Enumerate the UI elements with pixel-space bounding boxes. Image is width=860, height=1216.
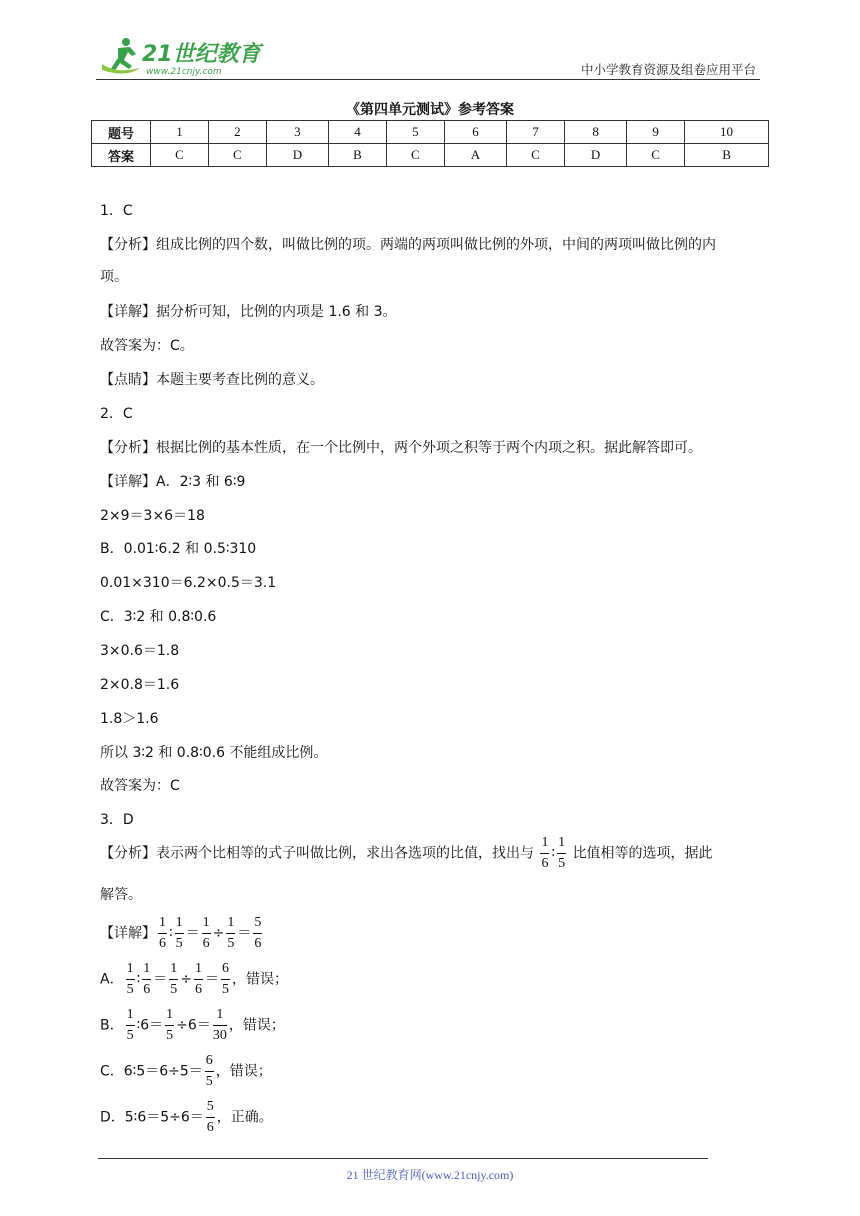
q3-option-c bbox=[100, 1054, 272, 1089]
q2-calc-a: 2×9＝3×6＝18 bbox=[100, 508, 205, 524]
fraction-numerator: 1 bbox=[142, 962, 151, 980]
fraction-denominator: 30 bbox=[212, 1028, 227, 1043]
table-cell: B bbox=[685, 144, 769, 167]
table-cell: 2 bbox=[208, 121, 266, 144]
table-cell: 1 bbox=[151, 121, 209, 144]
page-header bbox=[96, 34, 760, 78]
fraction-denominator: 5 bbox=[227, 936, 235, 951]
divide-symbol: ÷ bbox=[176, 1017, 188, 1034]
fraction bbox=[221, 962, 230, 997]
fraction-denominator: 5 bbox=[126, 1028, 134, 1043]
table-cell: 9 bbox=[627, 121, 685, 144]
q2-heading: 2．C bbox=[100, 406, 133, 422]
q1-detail: 【详解】据分析可知，比例的内项是 1.6 和 3。 bbox=[100, 304, 397, 320]
fraction bbox=[557, 836, 566, 871]
fraction-numerator: 1 bbox=[194, 962, 203, 980]
q3-option-a bbox=[100, 962, 288, 997]
fraction-denominator: 6 bbox=[202, 936, 210, 951]
fraction-numerator: 1 bbox=[169, 962, 178, 980]
ratio-expression: ∶6＝ bbox=[136, 1017, 164, 1034]
footer-link[interactable]: 21 世纪教育网(www.21cnjy.com) bbox=[346, 1168, 514, 1182]
fraction bbox=[158, 916, 167, 951]
table-cell: C bbox=[208, 144, 266, 167]
fraction-numerator: 6 bbox=[205, 1054, 214, 1072]
q3-analysis-line1 bbox=[100, 836, 713, 871]
option-label: D．5∶6＝5÷6＝ bbox=[100, 1109, 204, 1126]
page-title: 《第四单元测试》参考答案 bbox=[346, 102, 514, 118]
fraction bbox=[169, 962, 178, 997]
q2-conclusion: 所以 3∶2 和 0.8∶0.6 不能组成比例。 bbox=[100, 745, 328, 761]
fraction-numerator: 1 bbox=[540, 836, 549, 854]
table-cell: C bbox=[507, 144, 565, 167]
equals-symbol: ＝ bbox=[204, 971, 219, 988]
equals-symbol: ＝ bbox=[185, 925, 200, 942]
fraction-numerator: 1 bbox=[158, 916, 167, 934]
q2-calc-b: 0.01×310＝6.2×0.5＝3.1 bbox=[100, 575, 277, 591]
fraction-numerator: 6 bbox=[221, 962, 230, 980]
q3-analysis-line2: 解答。 bbox=[100, 887, 142, 903]
table-cell: 4 bbox=[329, 121, 387, 144]
fraction-denominator: 6 bbox=[206, 1120, 214, 1135]
option-label: A． bbox=[100, 971, 124, 988]
q3-detail-label: 【详解】 bbox=[100, 925, 156, 942]
fraction-denominator: 5 bbox=[170, 982, 178, 997]
table-row bbox=[92, 144, 769, 167]
fraction-numerator: 1 bbox=[175, 916, 184, 934]
q3-analysis-text-a: 【分析】表示两个比相等的式子叫做比例，求出各选项的比值，找出与 bbox=[100, 845, 534, 862]
runner-icon bbox=[102, 38, 140, 74]
table-cell: 7 bbox=[507, 121, 565, 144]
q3-detail bbox=[100, 916, 264, 951]
fraction bbox=[126, 962, 135, 997]
option-verdict: ，错误； bbox=[215, 1063, 272, 1080]
q1-answer: 故答案为：C。 bbox=[100, 338, 194, 354]
ratio-symbol: ∶ bbox=[136, 971, 141, 988]
option-label: B． bbox=[100, 1017, 124, 1034]
fraction-denominator: 6 bbox=[159, 936, 166, 951]
fraction bbox=[206, 1100, 215, 1135]
table-cell: A bbox=[444, 144, 506, 167]
fraction-numerator: 1 bbox=[165, 1008, 174, 1026]
fraction-numerator: 1 bbox=[202, 916, 211, 934]
q1-comment: 【点睛】本题主要考查比例的意义。 bbox=[100, 372, 324, 388]
q3-analysis-text-b: 比值相等的选项，据此 bbox=[572, 845, 713, 862]
fraction bbox=[175, 916, 184, 951]
table-cell: 6 bbox=[444, 121, 506, 144]
q1-heading: 1．C bbox=[100, 203, 133, 219]
table-cell: D bbox=[266, 144, 328, 167]
q1-analysis-line1: 【分析】组成比例的四个数，叫做比例的项。两端的两项叫做比例的外项，中间的两项叫做比例的内 bbox=[100, 237, 716, 253]
divide-symbol: ÷ bbox=[212, 925, 225, 942]
fraction bbox=[194, 962, 203, 997]
table-cell: 3 bbox=[266, 121, 328, 144]
fraction bbox=[126, 1008, 135, 1043]
table-cell: B bbox=[329, 144, 387, 167]
fraction bbox=[213, 1008, 227, 1043]
footer-divider bbox=[98, 1158, 708, 1159]
fraction-denominator: 5 bbox=[558, 856, 566, 871]
q2-calc-c1: 3×0.6＝1.8 bbox=[100, 643, 180, 659]
ratio-symbol: ∶ bbox=[551, 845, 556, 862]
fraction-denominator: 6 bbox=[143, 982, 151, 997]
q2-answer: 故答案为：C bbox=[100, 778, 180, 794]
fraction bbox=[202, 916, 211, 951]
q2-detail-b: B．0.01∶6.2 和 0.5∶310 bbox=[100, 541, 257, 557]
table-cell: C bbox=[386, 144, 444, 167]
table-cell: C bbox=[151, 144, 209, 167]
divide-symbol: ÷ bbox=[180, 971, 192, 988]
table-cell: 8 bbox=[564, 121, 626, 144]
site-logo bbox=[96, 34, 266, 78]
fraction-denominator: 5 bbox=[205, 1074, 213, 1089]
q2-analysis: 【分析】根据比例的基本性质，在一个比例中，两个外项之积等于两个内项之积。据此解答即可。 bbox=[100, 440, 702, 456]
fraction-denominator: 5 bbox=[175, 936, 183, 951]
option-verdict: ，错误； bbox=[231, 971, 288, 988]
operand: 6 bbox=[187, 1017, 197, 1034]
fraction bbox=[205, 1054, 214, 1089]
fraction-numerator: 1 bbox=[557, 836, 566, 854]
table-cell: C bbox=[627, 144, 685, 167]
fraction-denominator: 6 bbox=[194, 982, 202, 997]
fraction bbox=[253, 916, 262, 951]
q3-option-d bbox=[100, 1100, 273, 1135]
fraction-numerator: 1 bbox=[126, 1008, 135, 1026]
header-divider bbox=[96, 79, 760, 80]
fraction bbox=[165, 1008, 174, 1043]
fraction-numerator: 1 bbox=[213, 1008, 227, 1026]
q2-compare: 1.8＞1.6 bbox=[100, 711, 159, 727]
table-cell: 5 bbox=[386, 121, 444, 144]
equals-symbol: ＝ bbox=[153, 971, 168, 988]
fraction-numerator: 1 bbox=[226, 916, 235, 934]
table-cell: 10 bbox=[685, 121, 769, 144]
q3-heading: 3．D bbox=[100, 812, 134, 828]
header-platform-text: 中小学教育资源及组卷应用平台 bbox=[580, 62, 756, 77]
option-verdict: ，正确。 bbox=[216, 1109, 273, 1126]
fraction-numerator: 1 bbox=[126, 962, 135, 980]
ratio-symbol: ∶ bbox=[169, 925, 173, 942]
fraction-denominator: 5 bbox=[166, 1028, 174, 1043]
fraction bbox=[540, 836, 549, 871]
fraction-numerator: 5 bbox=[253, 916, 262, 934]
q2-detail-a: 【详解】A．2∶3 和 6∶9 bbox=[100, 474, 246, 490]
option-verdict: ，错误； bbox=[228, 1017, 285, 1034]
q1-analysis-line2: 项。 bbox=[100, 269, 128, 285]
equals-symbol: ＝ bbox=[196, 1017, 211, 1034]
fraction bbox=[142, 962, 151, 997]
equals-symbol: ＝ bbox=[237, 925, 252, 942]
q2-calc-c2: 2×0.8＝1.6 bbox=[100, 677, 180, 693]
fraction-denominator: 6 bbox=[541, 856, 549, 871]
fraction-denominator: 5 bbox=[126, 982, 134, 997]
option-label: C．6∶5＝6÷5＝ bbox=[100, 1063, 203, 1080]
q3-option-b bbox=[100, 1008, 285, 1043]
table-header-cell: 题号 bbox=[92, 121, 151, 144]
fraction-denominator: 5 bbox=[221, 982, 229, 997]
table-row bbox=[92, 121, 769, 144]
fraction-denominator: 6 bbox=[254, 936, 262, 951]
answer-table bbox=[91, 120, 769, 167]
table-cell: D bbox=[564, 144, 626, 167]
fraction bbox=[226, 916, 235, 951]
logo-url: www.21cnjy.com bbox=[146, 67, 222, 77]
q2-detail-c: C．3∶2 和 0.8∶0.6 bbox=[100, 609, 217, 625]
fraction-numerator: 5 bbox=[206, 1100, 215, 1118]
logo-text: 21世纪教育 bbox=[142, 42, 261, 67]
table-header-cell: 答案 bbox=[92, 144, 151, 167]
